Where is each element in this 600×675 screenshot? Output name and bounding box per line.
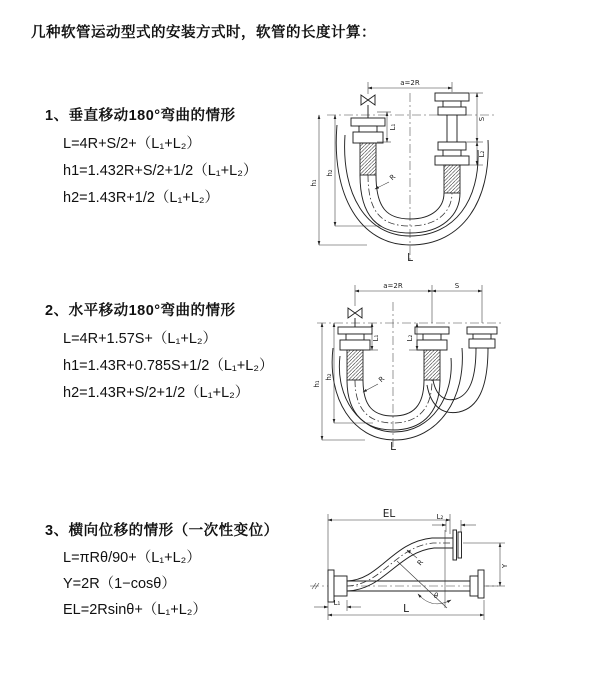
dim-label-a2r: a=2R: [383, 282, 403, 290]
dim-label-r: R: [377, 374, 387, 385]
dim-label-theta: θ: [433, 592, 439, 600]
formula-line: h1=1.43R+0.785S+1/2（L₁+L₂）: [63, 358, 274, 374]
dim-label-l: L: [403, 603, 409, 615]
section-2-formulas: [63, 326, 273, 407]
section-3-heading: 3、横向位移的情形（一次性变位）: [45, 523, 279, 539]
dim-label-r: R: [388, 172, 398, 183]
dim-label-h1: h₁: [313, 380, 321, 388]
diagram-horizontal-180-bend: [303, 282, 600, 457]
dim-label-l1: L₁: [372, 334, 380, 342]
dim-label-h2: h₂: [325, 373, 333, 381]
formula-line: Y=2R（1−cosθ）: [63, 576, 176, 592]
hose-s-curve: [347, 538, 453, 591]
formula-line: L=4R+1.57S+（L₁+L₂）: [63, 331, 218, 347]
section-1-heading: 1、垂直移动180°弯曲的情形: [45, 108, 236, 124]
formula-line: L=πRθ/90+（L₁+L₂）: [63, 550, 201, 566]
dim-label-s: S: [478, 116, 486, 122]
dim-label-l1: L₁: [389, 123, 397, 131]
formula-line: h1=1.432R+S/2+1/2（L₁+L₂）: [63, 163, 258, 179]
section-2-heading: 2、水平移动180°弯曲的情形: [45, 303, 236, 319]
dim-label-l2: L₂: [478, 150, 486, 158]
dim-label-h1: h₁: [310, 179, 318, 187]
angle-tangent-line: [397, 561, 447, 608]
dim-label-s: S: [454, 282, 460, 290]
valve-icon: [348, 308, 362, 327]
right-fitting: [435, 93, 469, 193]
right-fitting: [467, 327, 497, 348]
dim-label-a2r: a=2R: [400, 79, 420, 87]
formula-line: h2=1.43R+1/2（L₁+L₂）: [63, 190, 220, 206]
dim-label-l: L: [407, 252, 413, 264]
formula-line: L=4R+S/2+（L₁+L₂）: [63, 136, 201, 152]
dim-label-l1: L₁: [333, 599, 341, 607]
diagram-vertical-180-bend: [305, 65, 600, 265]
dim-label-h2: h₂: [326, 169, 334, 177]
page-title: 几种软管运动型式的安装方式时，软管的长度计算：: [31, 25, 376, 41]
right-flange: [470, 570, 484, 598]
dim-label-y: Y: [501, 563, 509, 569]
section-3-formulas: [63, 545, 207, 623]
dim-label-l: L: [390, 441, 396, 453]
dim-label-l2: L₂: [406, 334, 414, 342]
diagram-lateral-displacement: [300, 498, 600, 666]
formula-line: h2=1.43R+S/2+1/2（L₁+L₂）: [63, 385, 250, 401]
dim-label-l2: L₂: [436, 513, 444, 521]
dim-label-el: EL: [382, 508, 396, 520]
dim-label-r: R: [415, 558, 426, 568]
section-1-formulas: [63, 131, 257, 212]
valve-icon: [361, 95, 375, 118]
formula-line: EL=2Rsinθ+（L₁+L₂）: [63, 602, 207, 618]
upper-flange: [453, 530, 462, 560]
middle-fitting: [415, 327, 449, 380]
left-fitting: [351, 118, 385, 175]
left-fitting: [338, 327, 372, 380]
left-flange: [328, 570, 347, 602]
